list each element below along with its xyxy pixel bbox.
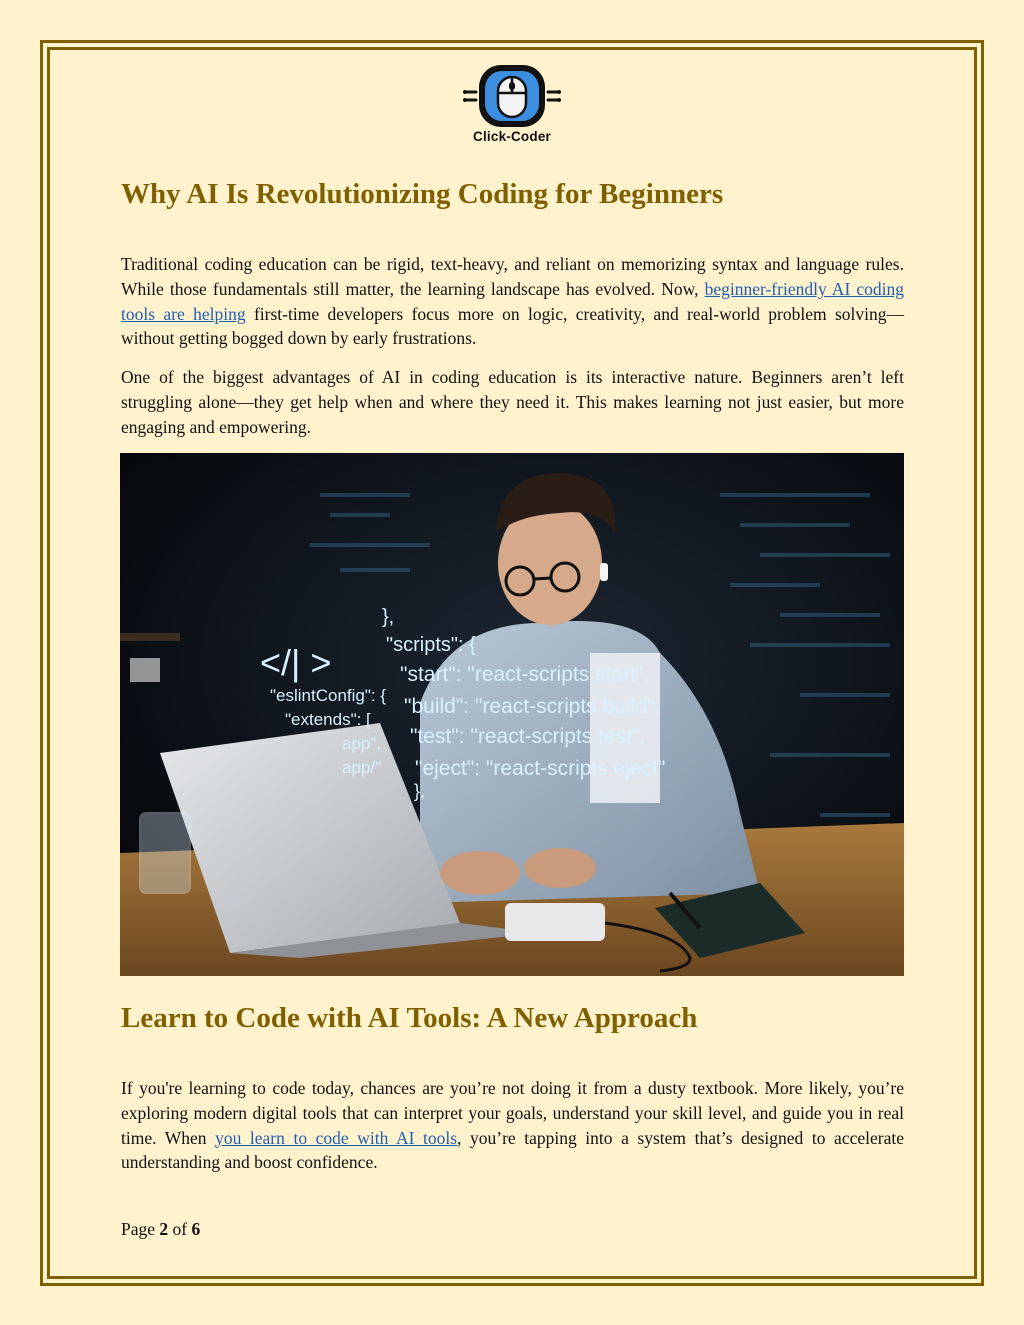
page-word: Page (121, 1219, 156, 1239)
code-line-left: app/" (342, 758, 382, 777)
paragraph-text: , you’re tapping into a system that’s designed to accelerate understanding and boost confidence. (121, 1127, 904, 1173)
paragraph-text: first-time developers focus more on logic, creativity, and real-world problem solving—without getting bogged down by early frustrations. (121, 303, 905, 349)
code-line: "start": "react-scripts start", (400, 663, 650, 686)
code-line: "test": "react-scripts test", (410, 725, 646, 748)
logo-text: Click-Coder (473, 129, 551, 144)
advantages-paragraph: One of the biggest advantages of AI in coding education is its interactive nature. Beginners aren’t left struggling alone—they get help when and where they need it. This makes learning not just easier, but more engaging and empowering. (121, 367, 904, 437)
learn-code-ai-link[interactable]: you learn to code with AI tools (215, 1127, 458, 1148)
code-brackets: </| > (260, 642, 332, 683)
current-page: 2 (159, 1219, 169, 1239)
code-line-left: "eslintConfig": { (270, 686, 387, 705)
code-line: "build": "react-scripts build", (404, 695, 661, 718)
code-line: }, (414, 781, 426, 801)
of-word: of (172, 1219, 188, 1239)
beginner-ai-tools-link[interactable]: beginner-friendly AI coding tools are helping (121, 278, 904, 324)
section-heading: Why AI Is Revolutionizing Coding for Beginners (121, 178, 724, 210)
intro-paragraph (121, 252, 904, 351)
approach-paragraph (121, 1076, 904, 1175)
code-line: "scripts": { (386, 634, 476, 656)
code-line-left: app", (342, 734, 382, 753)
mouse-icon (462, 63, 562, 129)
code-line: }, (382, 606, 395, 628)
section-heading: Learn to Code with AI Tools: A New Approach (121, 1002, 698, 1034)
student-coding-photo (120, 453, 904, 976)
total-pages: 6 (191, 1219, 201, 1239)
code-line-left: "extends": [ (285, 710, 371, 729)
click-coder-logo (462, 63, 562, 153)
photo-illustration (120, 453, 904, 976)
page-number (121, 1219, 200, 1240)
paragraph-text: Traditional coding education can be rigid, text-heavy, and reliant on memorizing syntax and language rules. While those fundamentals still matter, the learning landscape has evolved. Now, (121, 254, 904, 299)
code-line: "eject": "react-scripts eject" (415, 757, 666, 780)
paragraph-text: If you're learning to code today, chances are you’re not doing it from a dusty textbook. More likely, you’re exploring modern digital tools that can interpret your goals, understand your skill level, and guide you in real time. When (121, 1078, 904, 1148)
